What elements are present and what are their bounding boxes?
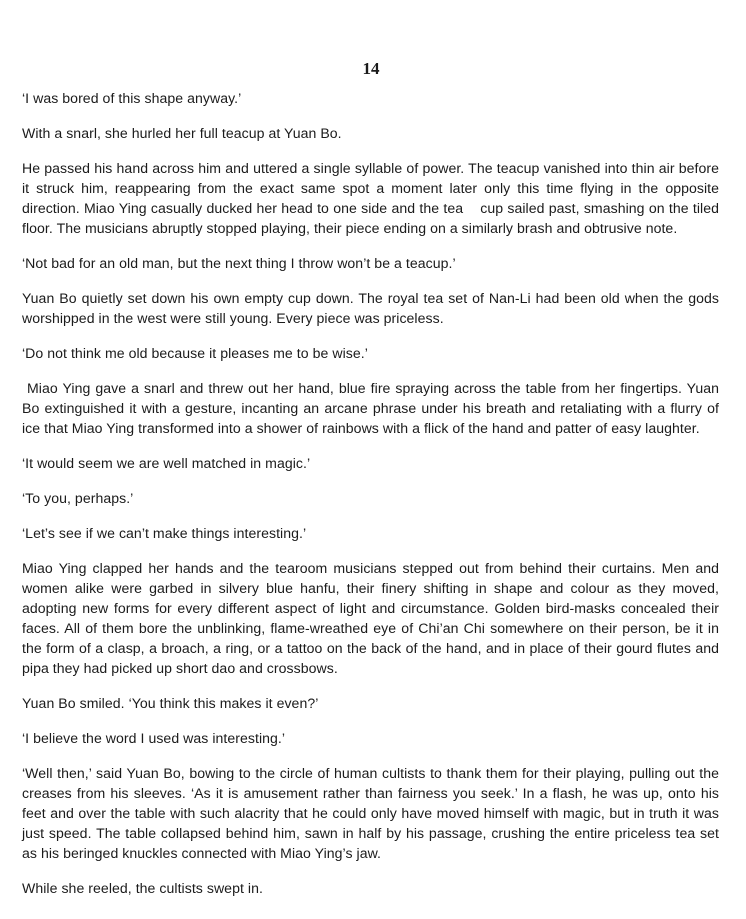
paragraph: Miao Ying clapped her hands and the tearoom musicians stepped out from behind their curtains. Men and women alike were garbed in silvery blue hanfu, their finery shifting in shape and colour as they moved, adopting new forms for every different aspect of light and circumstance. Golden bird-masks concealed their faces. All of them bore the unblinking, flame-wreathed eye of Chi’an Chi somewhere on their person, be it in the form of a clasp, a broach, a ring, or a tattoo on the back of the hand, and in place of their gourd flutes and pipa they had picked up short dao and crossbows.: [22, 560, 719, 676]
paragraph: Miao Ying gave a snarl and threw out her hand, blue fire spraying across the table from her fingertips. Yuan Bo extinguished it with a gesture, incanting an arcane phrase under his breath and retaliating with a flurry of ice that Miao Ying transformed into a shower of rainbows with a flick of the hand and patter of easy laughter.: [22, 380, 723, 436]
paragraph: He passed his hand across him and uttered a single syllable of power. The teacup vanished into thin air before it struck him, reappearing from the exact same spot a moment later only this time flying in the opposite direction. Miao Ying casually ducked her head to one side and the tea cup sailed past, smashing on the tiled floor. The musicians abruptly stopped playing, their piece ending on a similarly brash and obtrusive note.: [22, 160, 723, 236]
paragraph: ‘Well then,’ said Yuan Bo, bowing to the circle of human cultists to thank them for their playing, pulling out the creases from his sleeves. ‘As it is amusement rather than fairness you seek.’ In a flash, he was up, onto his feet and over the table with such alacrity that he could only have moved himself with magic, but in truth it was just speed. The table collapsed behind him, sawn in half by his passage, crushing the entire priceless tea set as his beringed knuckles connected with Miao Ying’s jaw.: [22, 765, 719, 861]
paragraph: ‘Not bad for an old man, but the next thing I throw won’t be a teacup.’: [22, 255, 456, 271]
body-text: [22, 88, 723, 913]
page-number: 14: [362, 59, 380, 78]
paragraph: With a snarl, she hurled her full teacup at Yuan Bo.: [22, 125, 342, 141]
paragraph: While she reeled, the cultists swept in.: [22, 880, 263, 896]
paragraph: Yuan Bo smiled. ‘You think this makes it even?’: [22, 695, 319, 711]
paragraph: ‘Do not think me old because it pleases me to be wise.’: [22, 345, 368, 361]
paragraph: ‘It would seem we are well matched in magic.’: [22, 455, 311, 471]
paragraph: ‘Let’s see if we can’t make things interesting.’: [22, 525, 307, 541]
paragraph: ‘I was bored of this shape anyway.’: [22, 90, 242, 106]
paragraph: ‘I believe the word I used was interesting.’: [22, 730, 286, 746]
paragraph: Yuan Bo quietly set down his own empty cup down. The royal tea set of Nan-Li had been old when the gods worshipped in the west were still young. Every piece was priceless.: [22, 290, 719, 326]
paragraph: ‘To you, perhaps.’: [22, 490, 134, 506]
